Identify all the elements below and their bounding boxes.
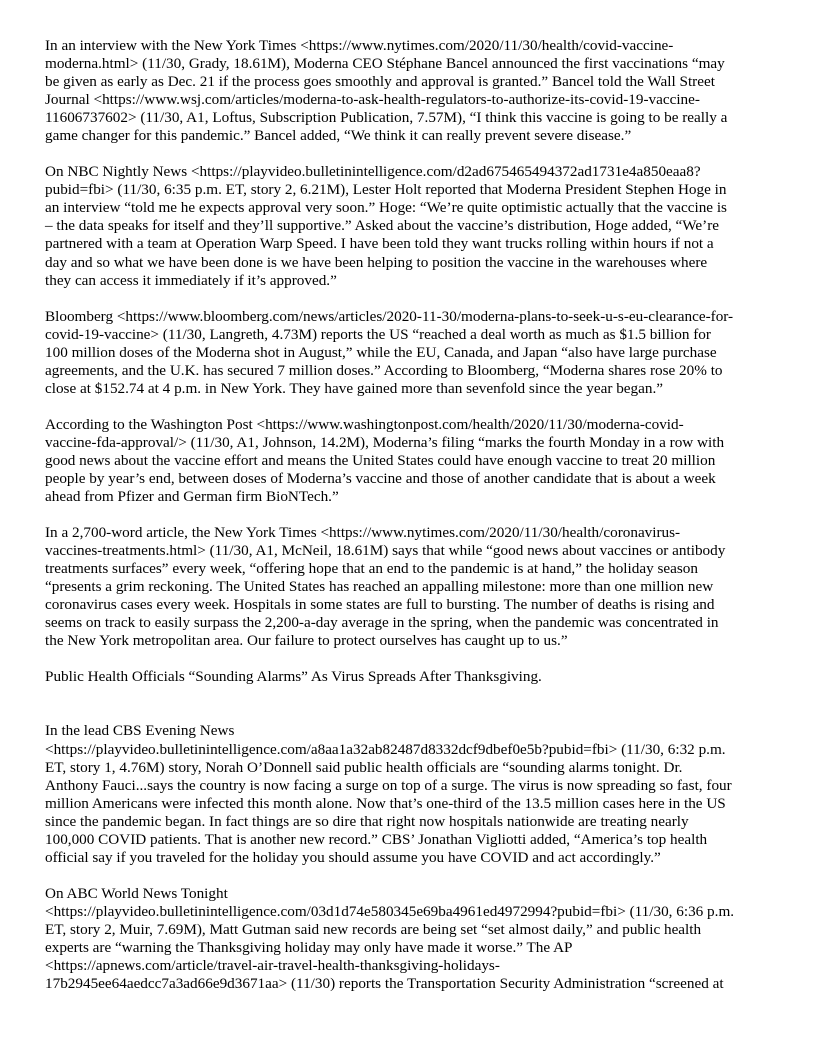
text-line: In a 2,700-word article, the New York Times <https://www.nytimes.com/2020/11/30/health/coronavirus- — [45, 524, 681, 542]
text-line: partnered with a team at Operation Warp Speed. I have been told they want trucks rolling within hours if not a — [45, 235, 714, 253]
text-line: 17b2945ee64aedcc7a3ad66e9d3671aa> (11/30) reports the Transportation Security Administration “screened at — [45, 975, 724, 993]
paragraph-nbc-nightly-news — [45, 163, 772, 289]
text-line: million Americans were infected this month alone. Now that’s one-third of the 13.5 million cases here in the US — [45, 794, 726, 812]
text-line: <https://apnews.com/article/travel-air-travel-health-thanksgiving-holidays- — [45, 957, 500, 975]
heading-spacer — [45, 686, 772, 722]
section-heading: Public Health Officials “Sounding Alarms” As Virus Spreads After Thanksgiving. — [45, 668, 542, 686]
text-line: game changer for this pandemic.” Bancel added, “We think it can really prevent severe disease.” — [45, 127, 632, 145]
paragraph-abc-world-news — [45, 885, 772, 993]
text-line: ahead from Pfizer and German firm BioNTech.” — [45, 488, 339, 506]
paragraph-cbs-evening-news — [45, 722, 772, 866]
text-line: official say if you traveled for the holiday you should assume you have COVID and act accordingly.” — [45, 848, 661, 866]
text-line: 100 million doses of the Moderna shot in August,” while the EU, Canada, and Japan “also have large purchase — [45, 343, 717, 361]
text-line: – the data speaks for itself and they’ll supportive.” Asked about the vaccine’s distribution, Hoge added, “We’re — [45, 217, 719, 235]
text-line: 100,000 COVID patients. That is another new record.” CBS’ Jonathan Vigliotti added, “America’s top health — [45, 830, 708, 848]
text-line: In the lead CBS Evening News — [45, 722, 235, 740]
text-line: people by year’s end, between doses of Moderna’s vaccine and those of another candidate that is about a week — [45, 469, 716, 487]
text-line: good news about the vaccine effort and means the United States could have enough vaccine to treat 20 million — [45, 451, 716, 469]
text-line: “presents a grim reckoning. The United States has reached an appalling milestone: more than one million new — [45, 578, 714, 596]
text-line: 11606737602> (11/30, A1, Loftus, Subscription Publication, 7.57M), “I think this vaccine is going to be really a — [45, 109, 728, 127]
text-line: an interview “told me he expects approval very soon.” Hoge: “We’re quite optimistic actually that the vaccine is — [45, 199, 727, 217]
text-line: since the pandemic began. In fact things are so dire that right now hospitals nationwide are treating nearly — [45, 812, 689, 830]
text-line: In an interview with the New York Times <https://www.nytimes.com/2020/11/30/health/covid-vaccine- — [45, 37, 674, 54]
text-line: On ABC World News Tonight — [45, 884, 228, 902]
text-line: day and so what we have been done is we have been helping to position the vaccine in the warehouses where — [45, 253, 708, 271]
text-line: According to the Washington Post <https://www.washingtonpost.com/health/2020/11/30/moderna-covid- — [45, 415, 684, 433]
text-line: close at $152.74 at 4 p.m. in New York. They have gained more than sevenfold since the year began.” — [45, 379, 664, 397]
text-line: the New York metropolitan area. Our failure to protect ourselves has caught up to us.” — [45, 632, 568, 650]
section-heading-block — [45, 668, 772, 686]
text-line: seems on track to easily surpass the 2,200-a-day average in the spring, when the pandemic was concentrated in — [45, 614, 719, 632]
text-line: vaccines-treatments.html> (11/30, A1, McNeil, 18.61M) says that while “good news about vaccines or antibody — [45, 542, 726, 560]
text-line: On NBC Nightly News <https://playvideo.bulletinintelligence.com/d2ad675465494372ad1731e4a850eaa8? — [45, 163, 701, 181]
paragraph-moderna-nyt-wsj — [45, 37, 772, 145]
paragraph-bloomberg — [45, 308, 772, 398]
text-line: <https://playvideo.bulletinintelligence.com/a8aa1a32ab82487d8332dcf9dbef0e5b?pubid=fbi> (11/30, 6:32 p.m. — [45, 740, 726, 758]
paragraph-nyt-article — [45, 524, 772, 650]
text-line: ET, story 1, 4.76M) story, Norah O’Donnell said public health officials are “sounding alarms tonight. Dr. — [45, 758, 683, 776]
text-line: covid-19-vaccine> (11/30, Langreth, 4.73M) reports the US “reached a deal worth as much as $1.5 billion for — [45, 325, 711, 343]
text-line: vaccine-fda-approval/> (11/30, A1, Johnson, 14.2M), Moderna’s filing “marks the fourth Monday in a row with — [45, 433, 725, 451]
text-line: pubid=fbi> (11/30, 6:35 p.m. ET, story 2, 6.21M), Lester Holt reported that Moderna President Stephen Hoge in — [45, 181, 727, 199]
text-line: agreements, and the U.K. has secured 7 million doses.” According to Bloomberg, “Moderna shares rose 20% to — [45, 361, 723, 379]
text-line: Journal <https://www.wsj.com/articles/moderna-to-ask-health-regulators-to-authorize-its-covid-19-vaccine- — [45, 91, 700, 109]
text-line: treatments surfaces” every week, “offering hope that an end to the pandemic is at hand,” the holiday season — [45, 560, 698, 578]
text-line: they can access it immediately if it’s approved.” — [45, 271, 337, 289]
text-line: <https://playvideo.bulletinintelligence.com/03d1d74e580345e69ba4961ed4972994?pubid=fbi> (11/30, 6:36 p.m. — [45, 902, 735, 920]
text-line: ET, story 2, Muir, 7.69M), Matt Gutman said new records are being set “set almost daily,” and public health — [45, 920, 702, 938]
text-line: experts are “warning the Thanksgiving holiday may only have made it worse.” The AP — [45, 938, 573, 956]
text-line: coronavirus cases every week. Hospitals in some states are full to bursting. The number of deaths is rising and — [45, 596, 715, 614]
text-line: be given as early as Dec. 21 if the process goes smoothly and approval is granted.” Bancel told the Wall Street — [45, 73, 715, 91]
paragraph-washington-post — [45, 416, 772, 506]
text-line: Bloomberg <https://www.bloomberg.com/news/articles/2020-11-30/moderna-plans-to-seek-u-s-eu-clearance-for- — [45, 307, 734, 325]
text-line: moderna.html> (11/30, Grady, 18.61M), Moderna CEO Stéphane Bancel announced the first vaccinations “may — [45, 55, 725, 73]
text-line: Anthony Fauci...says the country is now facing a surge on top of a surge. The virus is now spreading so fast, four — [45, 776, 732, 794]
